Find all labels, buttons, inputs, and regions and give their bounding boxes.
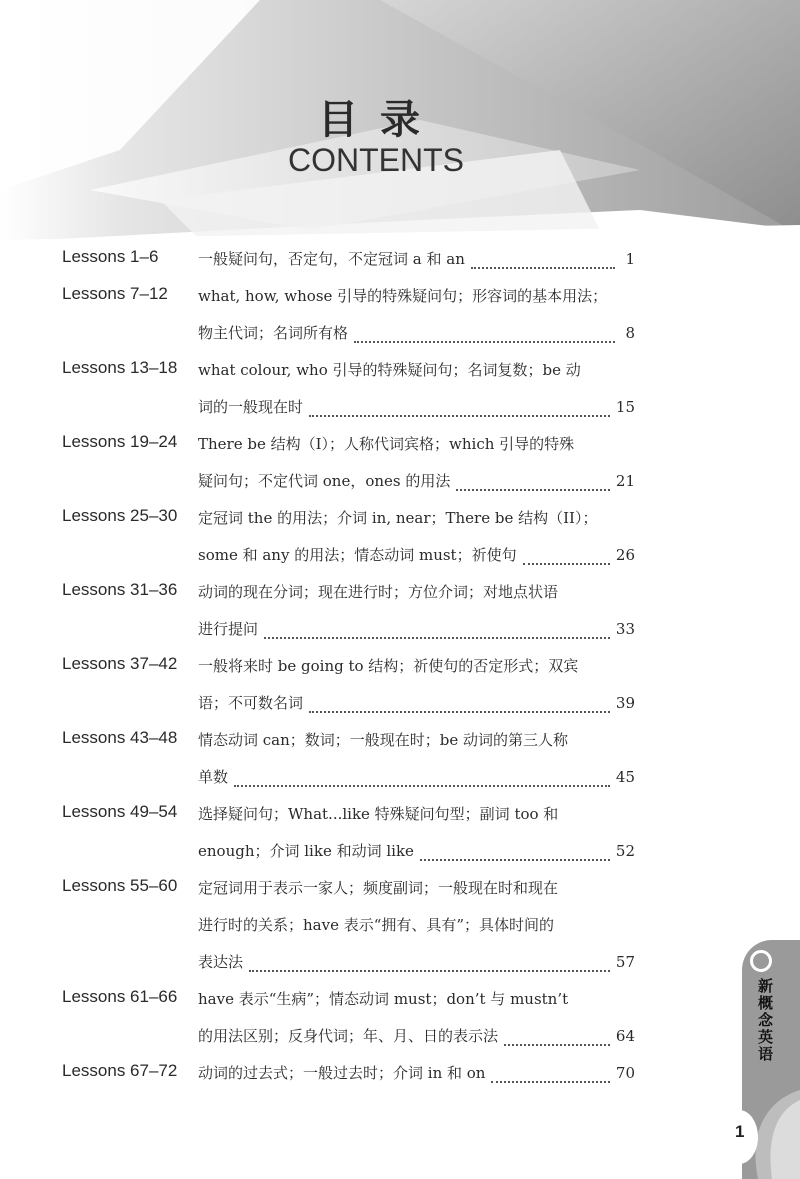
lesson-range: Lessons 1–6 (62, 247, 159, 266)
lesson-range: Lessons 61–66 (62, 987, 178, 1006)
entry-text: have 表示“生病”；情态动词 must；don’t 与 mustn’t (198, 990, 569, 1008)
page-ref: 8 (625, 324, 635, 342)
entry-text: 动词的过去式；一般过去时；介词 in 和 on (198, 1064, 486, 1082)
page-number: 1 (735, 1122, 745, 1141)
entry-text: 一般将来时 be going to 结构；祈使句的否定形式；双宾 (198, 657, 579, 675)
entry-text: There be 结构（I）；人称代词宾格；which 引导的特殊 (198, 435, 575, 453)
page-title-english: CONTENTS (288, 142, 464, 178)
page-ref: 1 (625, 250, 635, 268)
entry-text: what, how, whose 引导的特殊疑问句；形容词的基本用法； (198, 287, 608, 305)
lesson-range: Lessons 43–48 (62, 728, 178, 747)
lesson-range: Lessons 13–18 (62, 358, 178, 377)
dot-leader (420, 843, 610, 861)
dot-leader (471, 251, 615, 269)
page-title-chinese: 目录 (318, 97, 442, 143)
lesson-range: Lessons 31–36 (62, 580, 178, 599)
entry-description-line (198, 653, 635, 679)
dot-leader (354, 325, 615, 343)
entry-description-line (198, 431, 635, 457)
entry-text: 一般疑问句，否定句，不定冠词 a 和 an (198, 250, 465, 268)
page-ref: 15 (615, 398, 635, 416)
entry-text: 选择疑问句；What...like 特殊疑问句型；副词 too 和 (198, 805, 559, 823)
entry-text: 动词的现在分词；现在进行时；方位介词；对地点状语 (198, 583, 559, 601)
dot-leader (264, 621, 610, 639)
page-ref: 21 (615, 472, 635, 490)
entry-description-line (198, 690, 635, 716)
lesson-range: Lessons 55–60 (62, 876, 178, 895)
entry-text: some 和 any 的用法；情态动词 must；祈使句 (198, 546, 517, 564)
entry-description-line (198, 246, 635, 272)
dot-leader (309, 695, 610, 713)
entry-description-line (198, 912, 635, 938)
lesson-range: Lessons 7–12 (62, 284, 168, 303)
entry-description-line (198, 801, 635, 827)
entry-description-line (198, 986, 635, 1012)
entry-description-line (198, 357, 635, 383)
lesson-range: Lessons 19–24 (62, 432, 178, 451)
entry-text: 语；不可数名词 (198, 694, 304, 712)
entry-description-line (198, 875, 635, 901)
page-ref: 70 (615, 1064, 635, 1082)
entry-text: 的用法区别；反身代词；年、月、日的表示法 (198, 1027, 499, 1045)
entry-description-line (198, 394, 635, 420)
dot-leader (249, 954, 610, 972)
entry-text: 定冠词 the 的用法；介词 in, near；There be 结构（II）； (198, 509, 598, 527)
entry-description-line (198, 838, 635, 864)
entry-text: 物主代词；名词所有格 (198, 324, 349, 342)
dot-leader (309, 399, 610, 417)
entry-text: 情态动词 can；数词；一般现在时；be 动词的第三人称 (198, 731, 569, 749)
page-ref: 57 (615, 953, 635, 971)
entry-description-line (198, 542, 635, 568)
page-ref: 64 (615, 1027, 635, 1045)
entry-text: 词的一般现在时 (198, 398, 304, 416)
entry-description-line (198, 468, 635, 494)
entry-text: 疑问句；不定代词 one，ones 的用法 (198, 472, 451, 490)
dot-leader (234, 769, 610, 787)
circle-icon (750, 950, 772, 972)
lesson-range: Lessons 67–72 (62, 1061, 178, 1080)
page-ref: 52 (615, 842, 635, 860)
page-ref: 45 (615, 768, 635, 786)
entry-description-line (198, 764, 635, 790)
dot-leader (523, 547, 610, 565)
entry-description-line (198, 505, 635, 531)
entry-text: 表达法 (198, 953, 244, 971)
entry-text: 定冠词用于表示一家人；频度副词；一般现在时和现在 (198, 879, 559, 897)
entry-text: 进行提问 (198, 620, 259, 638)
entry-text: what colour, who 引导的特殊疑问句；名词复数；be 动 (198, 361, 581, 379)
side-tab-label: 新概念英语 (756, 978, 774, 1063)
entry-description-line (198, 1060, 635, 1086)
entry-description-line (198, 949, 635, 975)
dot-leader (491, 1065, 609, 1083)
lesson-range: Lessons 25–30 (62, 506, 178, 525)
entry-text: 单数 (198, 768, 229, 786)
lesson-range: Lessons 49–54 (62, 802, 178, 821)
entry-description-line (198, 320, 635, 346)
entry-description-line (198, 283, 635, 309)
dot-leader (456, 473, 610, 491)
dot-leader (504, 1028, 610, 1046)
entry-text: enough；介词 like 和动词 like (198, 842, 414, 860)
page-ref: 26 (615, 546, 635, 564)
page-ref: 39 (615, 694, 635, 712)
entry-description-line (198, 727, 635, 753)
entry-description-line (198, 1023, 635, 1049)
page-ref: 33 (615, 620, 635, 638)
entry-description-line (198, 616, 635, 642)
lesson-range: Lessons 37–42 (62, 654, 178, 673)
entry-text: 进行时的关系；have 表示“拥有、具有”；具体时间的 (198, 916, 555, 934)
entry-description-line (198, 579, 635, 605)
